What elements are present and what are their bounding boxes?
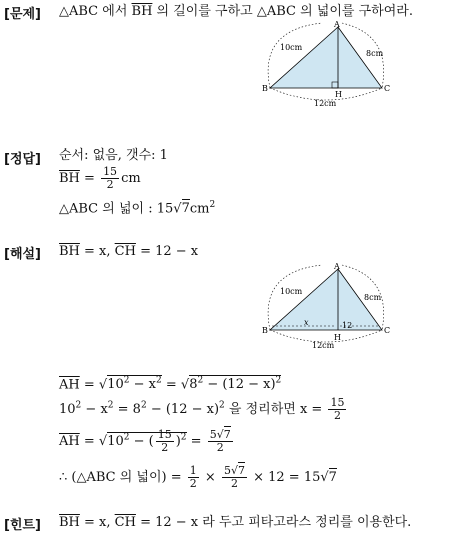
label-bc: 12cm	[312, 341, 335, 350]
hint-text: $\overline{BH} = x$, $\overline{CH} = 12 - x$ 라 두고 피타고라스 정리를 이용한다.	[59, 515, 412, 530]
label-b: B	[262, 326, 268, 335]
label-bc: 12cm	[314, 99, 337, 108]
triangle-figure-2	[262, 262, 392, 354]
solution-line1: $\overline{BH} = x$, $\overline{CH} = 12 - x$	[59, 244, 199, 259]
solution-line5: ∴ (△ABC 의 넓이) = $\frac{1}{2}$ × $\frac{5√7}{2}$ × 12 = 15√7	[59, 464, 337, 490]
solution-line2: $\overline{AH} = √10^2 - x^2 = √8^2 - (12 - x)^2$	[59, 376, 282, 393]
solution-tag: [해설]	[4, 247, 41, 262]
problem-text: △ABC 에서 $\overline{BH}$ 의 길이를 구하고 △ABC 의 넓이를 구하여라.	[59, 4, 413, 19]
hint-tag: [힌트]	[4, 518, 41, 533]
answer-line2: $\overline{BH}$ = $\frac{15}{2}$ cm	[59, 165, 141, 191]
label-a: A	[334, 262, 340, 271]
triangle-figure	[262, 20, 392, 112]
label-ab: 10cm	[280, 287, 303, 296]
label-b: B	[262, 84, 268, 93]
label-x: x	[304, 318, 309, 327]
label-c: C	[384, 326, 391, 335]
problem-tag: [문제]	[4, 7, 41, 22]
solution-line3: $10^2 - x^2 = 8^2 - (12 - x)^2$ 을 정리하면 x = $\frac{15}{2}$	[59, 396, 345, 422]
answer-line1: 순서: 없음, 갯수: 1	[59, 148, 168, 163]
label-h: H	[334, 333, 341, 342]
label-rest: 12	[342, 321, 353, 330]
answer-tag: [정답]	[4, 152, 41, 167]
label-ac: 8cm	[366, 49, 384, 58]
label-ab: 10cm	[280, 43, 303, 52]
label-h: H	[335, 90, 342, 99]
answer-line3: △ABC 의 넓이 : $15√7cm^2$	[59, 200, 216, 217]
label-c: C	[384, 84, 391, 93]
solution-line4: $\overline{AH} = √10^2$ − ( $\frac{15}{2}$ )$^2$ = $\frac{5√7}{2}$	[59, 428, 231, 454]
label-ac: 8cm	[364, 293, 382, 302]
label-a: A	[334, 20, 340, 29]
